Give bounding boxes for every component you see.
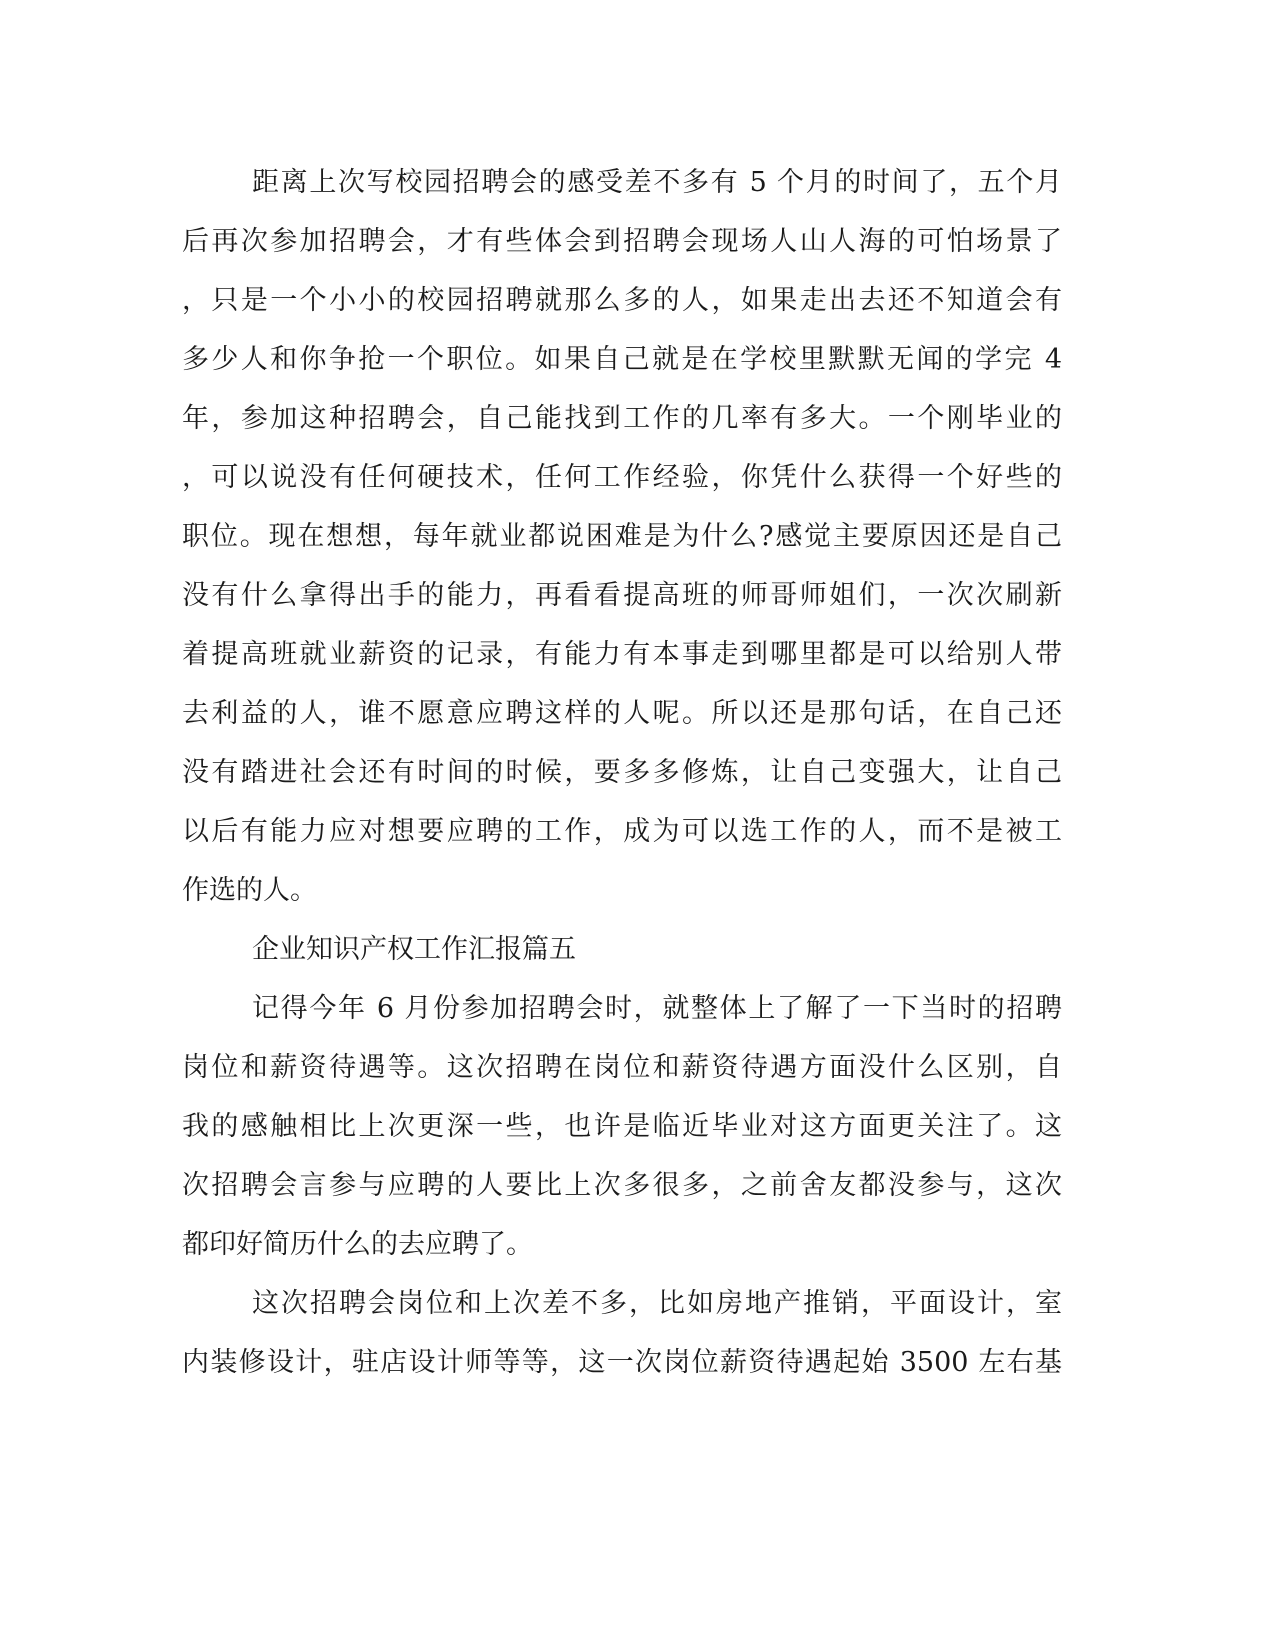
paragraph-1-line-3: ，只是一个小小的校园招聘就那么多的人，如果走出去还不知道会有 bbox=[182, 285, 1062, 316]
paragraph-1-line-8: 没有什么拿得出手的能力，再看看提高班的师哥师姐们，一次次刷新 bbox=[182, 580, 1062, 611]
paragraph-1-line-7: 职位。现在想想，每年就业都说困难是为什么?感觉主要原因还是自己 bbox=[182, 521, 1062, 552]
paragraph-1-line-9: 着提高班就业薪资的记录，有能力有本事走到哪里都是可以给别人带 bbox=[182, 639, 1062, 670]
paragraph-2-line-3: 我的感触相比上次更深一些，也许是临近毕业对这方面更关注了。这 bbox=[182, 1111, 1062, 1142]
paragraph-2-line-2: 岗位和薪资待遇等。这次招聘在岗位和薪资待遇方面没什么区别，自 bbox=[182, 1052, 1062, 1083]
paragraph-1-line-2: 后再次参加招聘会，才有些体会到招聘会现场人山人海的可怕场景了 bbox=[182, 226, 1062, 257]
paragraph-3-line-1: 这次招聘会岗位和上次差不多，比如房地产推销，平面设计，室 bbox=[252, 1288, 1062, 1319]
paragraph-2-line-1: 记得今年 6 月份参加招聘会时，就整体上了解了一下当时的招聘 bbox=[252, 993, 1062, 1024]
paragraph-1-line-13: 作选的人。 bbox=[182, 875, 317, 906]
paragraph-1-line-1: 距离上次写校园招聘会的感受差不多有 5 个月的时间了，五个月 bbox=[252, 167, 1062, 198]
paragraph-2-line-5: 都印好简历什么的去应聘了。 bbox=[182, 1229, 533, 1260]
paragraph-1-line-12: 以后有能力应对想要应聘的工作，成为可以选工作的人，而不是被工 bbox=[182, 816, 1062, 847]
paragraph-1-line-4: 多少人和你争抢一个职位。如果自己就是在学校里默默无闻的学完 4 bbox=[182, 344, 1062, 375]
section-heading: 企业知识产权工作汇报篇五 bbox=[252, 934, 576, 965]
paragraph-1-line-6: ，可以说没有任何硬技术，任何工作经验，你凭什么获得一个好些的 bbox=[182, 462, 1062, 493]
paragraph-3-line-2: 内装修设计，驻店设计师等等，这一次岗位薪资待遇起始 3500 左右基 bbox=[182, 1347, 1062, 1378]
paragraph-1-line-10: 去利益的人，谁不愿意应聘这样的人呢。所以还是那句话，在自己还 bbox=[182, 698, 1062, 729]
paragraph-1-line-11: 没有踏进社会还有时间的时候，要多多修炼，让自己变强大，让自己 bbox=[182, 757, 1062, 788]
paragraph-2-line-4: 次招聘会言参与应聘的人要比上次多很多，之前舍友都没参与，这次 bbox=[182, 1170, 1062, 1201]
paragraph-1-line-5: 年，参加这种招聘会，自己能找到工作的几率有多大。一个刚毕业的 bbox=[182, 403, 1062, 434]
